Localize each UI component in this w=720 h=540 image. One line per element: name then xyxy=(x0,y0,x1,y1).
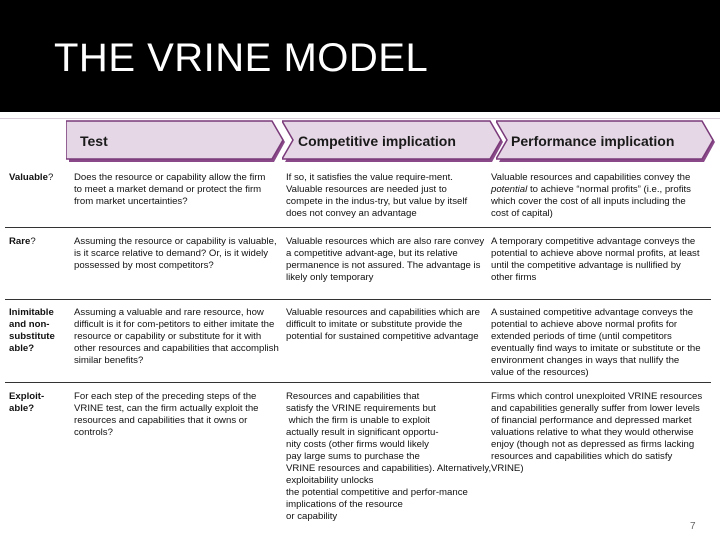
row-divider xyxy=(5,227,711,228)
text-line: exploitability unlocks xyxy=(286,475,374,486)
row-inimitable-performance: A sustained competitive advantage conveys the potential to achieve above normal profits for extended periods of time (until competitors eventually find ways to imitate or substitute or the environment changes in ways that nullify the value of the resources) xyxy=(491,307,701,378)
row-label-valuable: Valuable? xyxy=(9,172,54,183)
row-inimitable-competitive: Valuable resources and capabilities which are difficult to imitate or substitute provide the potential for sustained competitive advantage xyxy=(286,307,480,342)
row-valuable-test: Does the resource or capability allow the firm to meet a market demand or protect the firm from market uncertainties? xyxy=(74,172,266,207)
row-exploitable-test: For each step of the preceding steps of the VRINE test, can the firm actually exploit the resources and capabilities that it owns or controls? xyxy=(74,391,259,438)
text-line: Resources and capabilities that xyxy=(286,391,420,402)
row-divider xyxy=(5,382,711,383)
page-number: 7 xyxy=(690,521,696,532)
row-inimitable-test: Assuming a valuable and rare resource, how difficult is it for com-petitors to either imitate the resource or capability or substitute for it with other resources and capabilities that accomplish similar benefits? xyxy=(74,307,279,366)
text-line: nity costs (other firms would likely xyxy=(286,439,429,450)
header-chevron-competitive xyxy=(282,120,504,165)
text-line: actually result in significant opportu- xyxy=(286,427,439,438)
row-label-rare: Rare? xyxy=(9,236,36,247)
header-label-competitive: Competitive implication xyxy=(298,133,456,149)
row-valuable-competitive: If so, it satisfies the value require-ment. Valuable resources are needed just to compete in the indus-try, but value by itself does not convey an advantage xyxy=(286,172,468,219)
title-divider xyxy=(0,118,720,119)
title-bar xyxy=(0,0,720,112)
row-rare-competitive: Valuable resources which are also rare convey a competitive advant-age, but its relative permanence is not assured. The advantage is likely only temporary xyxy=(286,236,485,283)
row-label-exploitable: Exploit-able? xyxy=(9,391,45,414)
header-chevron-performance xyxy=(496,120,718,165)
row-valuable-performance: Valuable resources and capabilities convey the potential to achieve “normal profits” (i.e., profits which cover the cost of all inputs including the cost of capital) xyxy=(491,172,691,219)
row-divider xyxy=(5,299,711,300)
row-exploitable-performance: Firms which control unexploited VRINE resources and capabilities generally suffer from lower levels of financial performance and depressed market valuations relative to what they would otherwise enjoy (though not as depressed as firms lacking resources and capabilities which do satisfy VRINE) xyxy=(491,391,703,474)
slide-title: THE VRINE MODEL xyxy=(54,36,429,80)
text-line: pay large sums to purchase the xyxy=(286,451,420,462)
row-exploitable-competitive xyxy=(286,391,496,523)
text-line: VRINE resources and capabilities). Alternatively, xyxy=(286,463,492,474)
row-rare-performance: A temporary competitive advantage conveys the potential to achieve above normal profits, at least until the competitive advantage is nullified by other firms xyxy=(491,236,700,283)
text-line: satisfy the VRINE requirements but xyxy=(286,403,436,414)
header-chevron-test xyxy=(66,120,286,165)
header-label-performance: Performance implication xyxy=(511,133,675,149)
text-line: which the firm is unable to exploit xyxy=(286,415,430,426)
text-line: the potential competitive and perfor-mance xyxy=(286,487,468,498)
text-line: or capability xyxy=(286,511,338,522)
header-label-test: Test xyxy=(80,133,108,149)
row-label-inimitable: Inimitable and non-substitute able? xyxy=(9,307,55,354)
row-rare-test: Assuming the resource or capability is valuable, is it scarce relative to demand? Or, is it widely possessed by most competitors? xyxy=(74,236,277,271)
text-line: implications of the resource xyxy=(286,499,403,510)
column-headers xyxy=(66,120,716,165)
